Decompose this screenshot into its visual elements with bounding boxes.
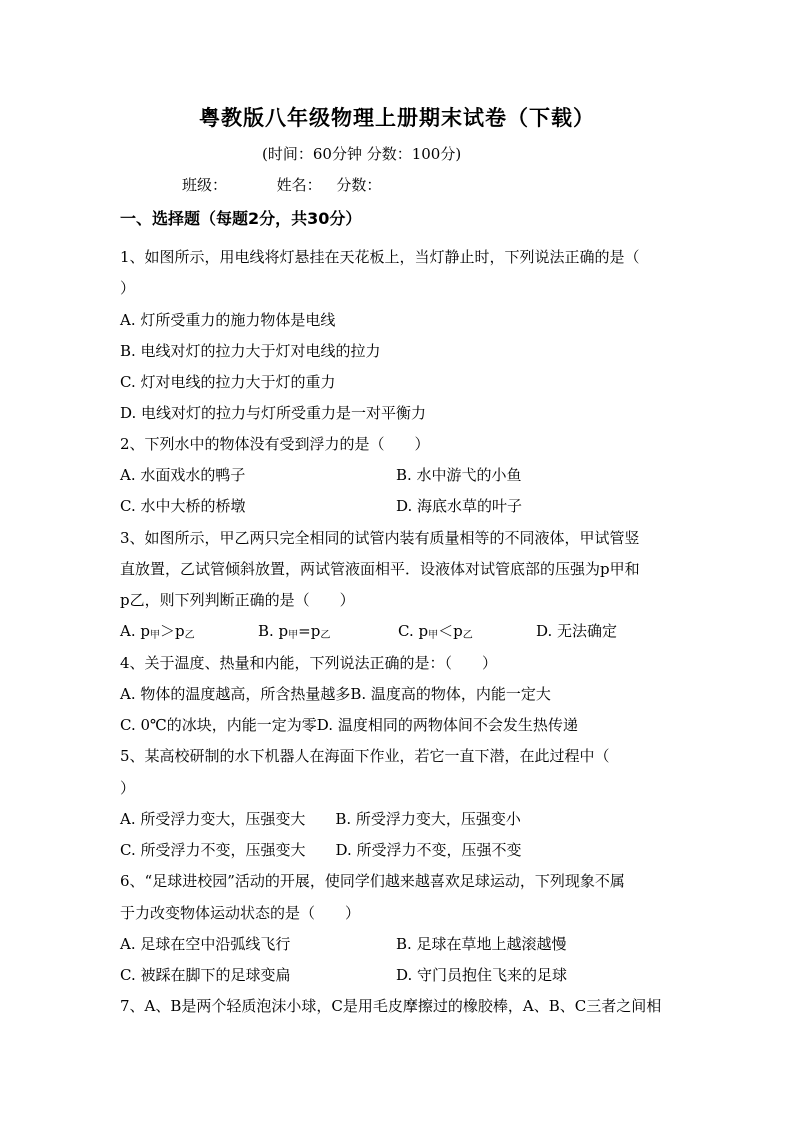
q6-option-b: B. 足球在草地上越滚越慢 bbox=[396, 935, 567, 953]
q2-stem: 2、下列水中的物体没有受到浮力的是（ ） bbox=[120, 435, 430, 453]
q1-stem-line1: 1、如图所示，用电线将灯悬挂在天花板上，当灯静止时，下列说法正确的是（ bbox=[120, 248, 640, 266]
q5-stem-line1: 5、某高校研制的水下机器人在海面下作业，若它一直下潜，在此过程中（ bbox=[120, 747, 610, 765]
q2-option-c: C. 水中大桥的桥墩 bbox=[120, 497, 246, 515]
q3-option-c: C. $p_甲<p_乙$ bbox=[398, 622, 473, 641]
q5-stem-line2: ） bbox=[120, 779, 136, 797]
q4-stem: 4、关于温度、热量和内能，下列说法正确的是：（ ） bbox=[120, 654, 498, 672]
q6-options-ab bbox=[120, 934, 680, 954]
q1-stem-line2: ） bbox=[120, 279, 136, 297]
q2-options-ab bbox=[120, 465, 680, 485]
q2-option-b: B. 水中游弋的小鱼 bbox=[396, 466, 522, 484]
q3-options bbox=[120, 621, 617, 646]
q1-option-a: A. 灯所受重力的施力物体是电线 bbox=[120, 311, 336, 329]
class-label: 班级： bbox=[182, 176, 228, 194]
q4-options-cd: C. 0℃的冰块，内能一定为零D. 温度相同的两物体间不会发生热传递 bbox=[120, 716, 578, 734]
q5-options-cd: C. 所受浮力不变，压强变大 D. 所受浮力不变，压强不变 bbox=[120, 841, 522, 859]
q6-option-c: C. 被踩在脚下的足球变扁 bbox=[120, 966, 291, 984]
q7-stem-line1: 7、A、B是两个轻质泡沫小球，C是用毛皮摩擦过的橡胶棒，A、B、C三者之间相 bbox=[120, 997, 662, 1015]
q2-option-a: A. 水面戏水的鸭子 bbox=[120, 466, 246, 484]
q1-option-d: D. 电线对灯的拉力与灯所受重力是一对平衡力 bbox=[120, 404, 427, 422]
section-heading: 一、选择题（每题2分，共30分） bbox=[120, 209, 362, 228]
q1-option-b: B. 电线对灯的拉力大于灯对电线的拉力 bbox=[120, 342, 381, 360]
q3-stem-line1: 3、如图所示，甲乙两只完全相同的试管内装有质量相等的不同液体，甲试管竖 bbox=[120, 529, 640, 547]
q3-option-b: B. $p_甲=p_乙$ bbox=[258, 622, 331, 641]
q3-stem-line2: 直放置，乙试管倾斜放置，两试管液面相平．设液体对试管底部的压强为p甲和 bbox=[120, 560, 640, 578]
q3-option-d: D. 无法确定 bbox=[536, 622, 618, 640]
q3-stem-line3: p乙，则下列判断正确的是（ ） bbox=[120, 591, 355, 609]
q6-stem-line2: 于力改变物体运动状态的是（ ） bbox=[120, 904, 361, 922]
score-label: 分数： bbox=[336, 176, 382, 194]
q4-options-ab: A. 物体的温度越高，所含热量越多B. 温度高的物体，内能一定大 bbox=[120, 685, 551, 703]
q3-option-a: A. $p_甲>p_乙$ bbox=[120, 622, 195, 641]
exam-time-score: (时间：60分钟 分数：100分) bbox=[262, 145, 462, 163]
q5-options-ab: A. 所受浮力变大，压强变大 B. 所受浮力变大，压强变小 bbox=[120, 810, 521, 828]
name-label: 姓名： bbox=[276, 176, 322, 194]
q2-option-d: D. 海底水草的叶子 bbox=[396, 497, 523, 515]
q1-option-c: C. 灯对电线的拉力大于灯的重力 bbox=[120, 373, 336, 391]
q6-stem-line1: 6、“足球进校园”活动的开展，使同学们越来越喜欢足球运动，下列现象不属 bbox=[120, 872, 625, 890]
q6-options-cd bbox=[120, 965, 680, 985]
q6-option-a: A. 足球在空中沿弧线飞行 bbox=[120, 935, 291, 953]
q2-options-cd bbox=[120, 496, 680, 516]
q6-option-d: D. 守门员抱住飞来的足球 bbox=[396, 966, 568, 984]
student-info bbox=[182, 175, 391, 195]
page-title: 粤教版八年级物理上册期末试卷（下载） bbox=[199, 106, 595, 130]
